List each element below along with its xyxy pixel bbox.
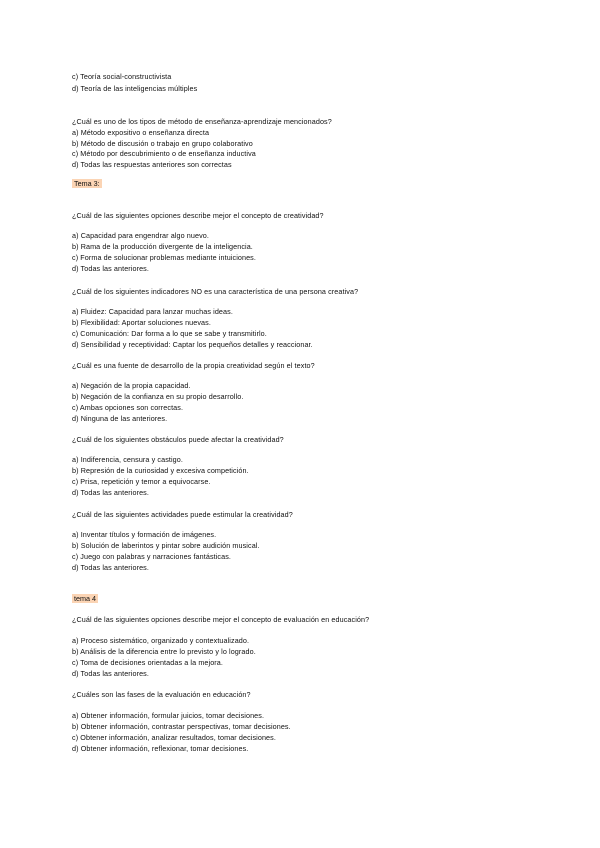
option-d: d) Todas las anteriores. [72, 264, 149, 273]
tema3-q1: ¿Cuál de las siguientes opciones describe mejor el concepto de creatividad? [72, 211, 324, 220]
option-c: c) Forma de solucionar problemas mediante intuiciones. [72, 253, 256, 262]
option-c: c) Prisa, repetición y temor a equivocarse. [72, 477, 211, 486]
option-b: b) Obtener información, contrastar perspectivas, tomar decisiones. [72, 722, 291, 731]
option-c: c) Comunicación: Dar forma a lo que se sabe y transmitirlo. [72, 329, 267, 338]
option-a: a) Proceso sistemático, organizado y contextualizado. [72, 636, 250, 645]
option-a: a) Fluidez: Capacidad para lanzar muchas ideas. [72, 307, 233, 316]
option-b: b) Análisis de la diferencia entre lo previsto y lo logrado. [72, 647, 256, 656]
tema3-q2: ¿Cuál de los siguientes indicadores NO es una característica de una persona creativa? [72, 287, 359, 296]
tema3-heading: Tema 3: [74, 179, 100, 188]
tema3-q3: ¿Cuál es una fuente de desarrollo de la propia creatividad según el texto? [72, 361, 315, 370]
intro-option-c: c) Teoría social-constructivista [72, 72, 172, 81]
tema4-q2: ¿Cuáles son las fases de la evaluación en educación? [72, 690, 251, 699]
option-c: c) Juego con palabras y narraciones fantásticas. [72, 552, 232, 561]
option-d: d) Todas las anteriores. [72, 488, 149, 497]
option-a: a) Obtener información, formular juicios, tomar decisiones. [72, 711, 265, 720]
option-a: a) Inventar títulos y formación de imágenes. [72, 530, 217, 539]
tema3-q4: ¿Cuál de los siguientes obstáculos puede afectar la creatividad? [72, 435, 284, 444]
option-b: b) Negación de la confianza en su propio desarrollo. [72, 392, 244, 401]
tema4-q1: ¿Cuál de las siguientes opciones describe mejor el concepto de evaluación en educación? [72, 615, 370, 624]
tema4-heading: tema 4 [74, 594, 96, 603]
option-b: b) Rama de la producción divergente de la inteligencia. [72, 242, 253, 251]
option-a: a) Método expositivo o enseñanza directa [72, 128, 210, 137]
option-b: b) Represión de la curiosidad y excesiva competición. [72, 466, 249, 475]
intro-option-d: d) Teoría de las inteligencias múltiples [72, 84, 198, 93]
option-d: d) Sensibilidad y receptividad: Captar los pequeños detalles y reaccionar. [72, 340, 313, 349]
option-d: d) Obtener información, reflexionar, tomar decisiones. [72, 744, 249, 753]
option-c: c) Método por descubrimiento o de enseñanza inductiva [72, 149, 256, 158]
option-d: d) Todas las respuestas anteriores son correctas [72, 160, 232, 169]
option-b: b) Solución de laberintos y pintar sobre audición musical. [72, 541, 260, 550]
option-d: d) Todas las anteriores. [72, 669, 149, 678]
option-c: c) Ambas opciones son correctas. [72, 403, 184, 412]
option-d: d) Ninguna de las anteriores. [72, 414, 168, 423]
option-a: a) Negación de la propia capacidad. [72, 381, 191, 390]
option-b: b) Flexibilidad: Aportar soluciones nuevas. [72, 318, 211, 327]
option-a: a) Indiferencia, censura y castigo. [72, 455, 183, 464]
option-c: c) Toma de decisiones orientadas a la mejora. [72, 658, 223, 667]
option-c: c) Obtener información, analizar resultados, tomar decisiones. [72, 733, 276, 742]
option-a: a) Capacidad para engendrar algo nuevo. [72, 231, 209, 240]
question-methods: ¿Cuál es uno de los tipos de método de enseñanza-aprendizaje mencionados? [72, 117, 332, 126]
option-d: d) Todas las anteriores. [72, 563, 149, 572]
option-b: b) Método de discusión o trabajo en grupo colaborativo [72, 139, 253, 148]
tema3-q5: ¿Cuál de las siguientes actividades puede estimular la creatividad? [72, 510, 293, 519]
